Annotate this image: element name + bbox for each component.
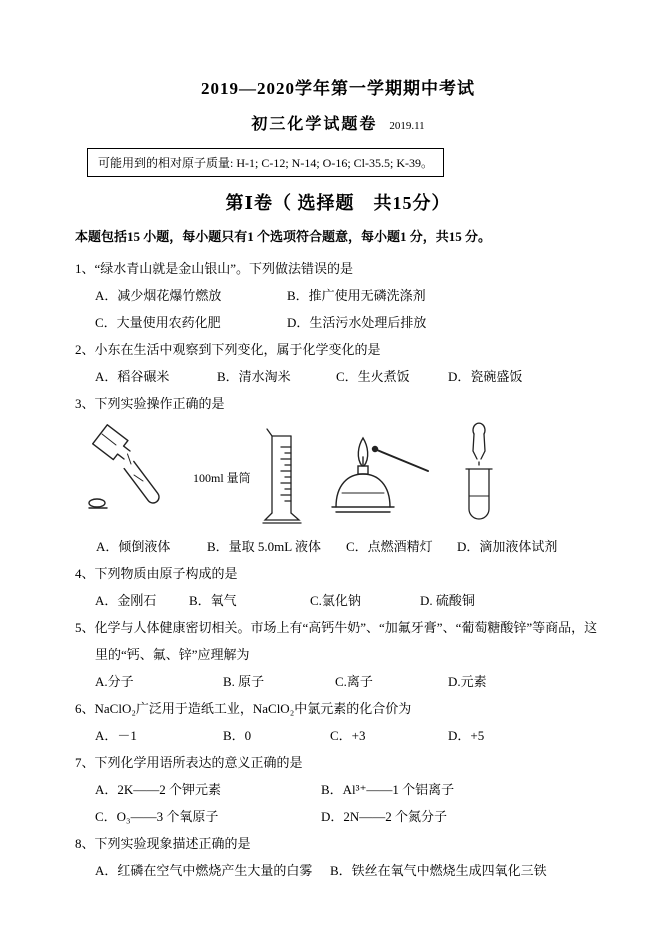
- question-3-figures: [75, 419, 601, 533]
- option: A．金刚石: [95, 593, 157, 608]
- option: A.分子: [95, 674, 134, 689]
- option: B．推广使用无磷洗涤剂: [287, 288, 426, 303]
- option: D．+5: [448, 728, 485, 743]
- question-1-options: [75, 282, 601, 336]
- option: B．0: [223, 728, 252, 743]
- graduated-cylinder-figure: [193, 425, 303, 529]
- atomic-mass-box: 可能用到的相对原子质量: H-1; C-12; N-14; O-16; Cl-35.5; K-39。: [87, 148, 444, 177]
- question-5-stem-line1: 5、化学与人体健康密切相关。市场上有“高钙牛奶”、“加氟牙膏”、“葡萄糖酸锌”等商品，这: [75, 620, 598, 635]
- graduated-cylinder-icon: [255, 425, 303, 529]
- option: B. 原子: [223, 674, 265, 689]
- question-5-options: [75, 668, 601, 695]
- option: B．氧气: [189, 593, 237, 608]
- question-3: [75, 390, 601, 560]
- question-4-stem: 4、下列物质由原子构成的是: [75, 566, 238, 581]
- question-1-stem: 1、“绿水青山就是金山银山”。下列做法错误的是: [75, 261, 354, 276]
- atomic-mass-row: [87, 148, 601, 177]
- question-6-stem: 6、NaClO₂广泛用于造纸工业，NaClO₂中氯元素的化合价为: [75, 701, 412, 716]
- question-6-options: [75, 722, 601, 749]
- option: A．倾倒液体: [96, 539, 171, 554]
- option: D．2N——2 个氮分子: [321, 809, 448, 824]
- dropper-test-tube-figure: [461, 421, 497, 525]
- question-8-options: [75, 857, 601, 884]
- alcohol-lamp-icon: [318, 433, 436, 521]
- option: D．滴加液体试剂: [457, 539, 558, 554]
- option: D.元素: [448, 674, 487, 689]
- option: B．量取 5.0mL 液体: [207, 539, 321, 554]
- question-1: [75, 255, 601, 336]
- option: B．Al³⁺——1 个铝离子: [321, 782, 455, 797]
- option: C．点燃酒精灯: [346, 539, 433, 554]
- option: A．红磷在空气中燃烧产生大量的白雾: [95, 863, 313, 878]
- question-4-options: [75, 587, 601, 614]
- question-8-stem: 8、下列实验现象描述正确的是: [75, 836, 251, 851]
- dropper-test-tube-icon: [461, 421, 497, 525]
- option: C．O₃——3 个氧原子: [95, 809, 219, 824]
- section-title: 第Ⅰ卷（ 选择题 共15分）: [225, 193, 451, 213]
- exam-date: 2019.11: [389, 120, 425, 132]
- option: D. 硫酸铜: [420, 593, 475, 608]
- question-8: [75, 830, 601, 884]
- option: D．生活污水处理后排放: [287, 315, 427, 330]
- exam-subtitle-text: 初三化学试题卷: [251, 116, 378, 133]
- section-instructions: 本题包括15 小题，每小题只有1 个选项符合题意，每小题1 分，共15 分。: [75, 229, 492, 244]
- question-3-stem: 3、下列实验操作正确的是: [75, 396, 225, 411]
- cylinder-label: 100ml 量筒: [193, 470, 251, 485]
- question-4: [75, 560, 601, 614]
- question-7-stem: 7、下列化学用语所表达的意义正确的是: [75, 755, 303, 770]
- option: A．－1: [95, 728, 137, 743]
- question-2-stem: 2、小东在生活中观察到下列变化，属于化学变化的是: [75, 342, 381, 357]
- question-7-options: [75, 776, 601, 830]
- question-3-options: [75, 533, 601, 560]
- question-5-stem-line2: 里的“钙、氟、锌”应理解为: [95, 647, 250, 662]
- pour-liquid-icon: [83, 423, 178, 515]
- option: C.氯化钠: [310, 593, 361, 608]
- pour-liquid-figure: [83, 423, 178, 515]
- exam-title: 2019—2020学年第一学期期中考试: [201, 79, 475, 98]
- option: B．清水淘米: [217, 369, 291, 384]
- option: A．2K——2 个钾元素: [95, 782, 222, 797]
- option: C.离子: [335, 674, 373, 689]
- option: C．生火煮饭: [336, 369, 410, 384]
- option: A．稻谷碾米: [95, 369, 170, 384]
- question-6: [75, 695, 601, 749]
- question-2-options: [75, 363, 601, 390]
- question-2: [75, 336, 601, 390]
- question-5: [75, 614, 601, 695]
- exam-subtitle: [75, 111, 601, 134]
- option: C．大量使用农药化肥: [95, 315, 221, 330]
- option: B．铁丝在氧气中燃烧生成四氧化三铁: [330, 863, 547, 878]
- option: A．减少烟花爆竹燃放: [95, 288, 222, 303]
- alcohol-lamp-figure: [318, 433, 436, 521]
- option: C．+3: [330, 728, 366, 743]
- question-7: [75, 749, 601, 830]
- option: D．瓷碗盛饭: [448, 369, 523, 384]
